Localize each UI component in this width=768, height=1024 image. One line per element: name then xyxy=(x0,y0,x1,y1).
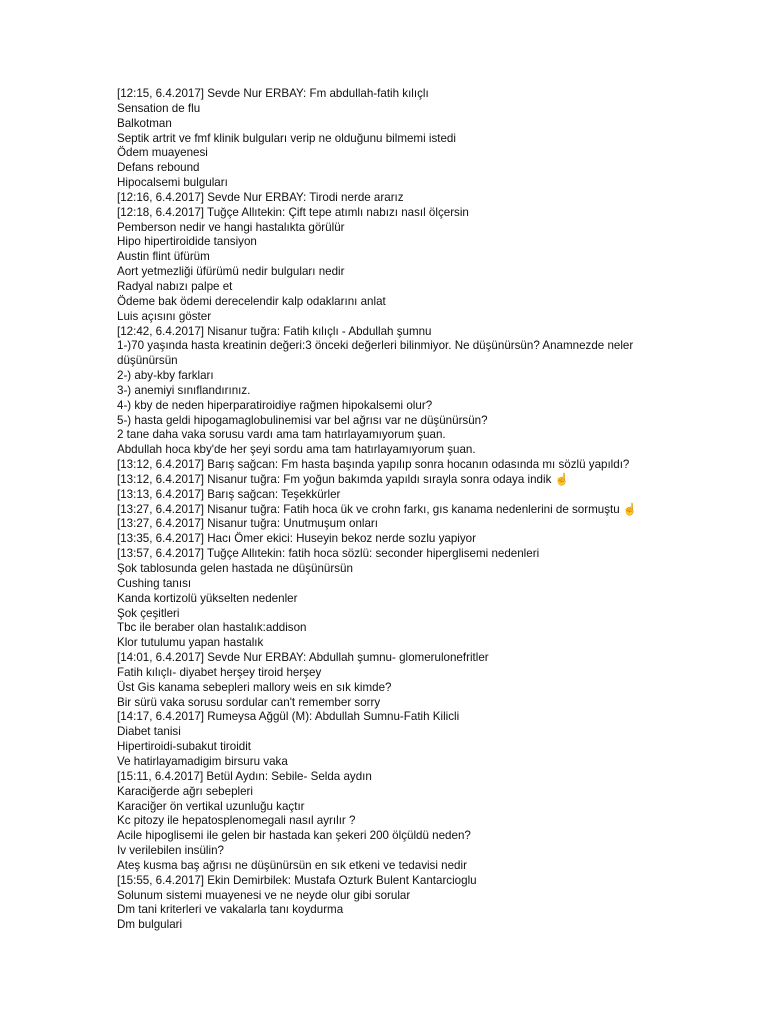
text-line: Ödem muayenesi xyxy=(117,146,208,160)
text-line: [12:16, 6.4.2017] Sevde Nur ERBAY: Tirodi nerde ararız xyxy=(117,190,404,204)
text-line: [13:12, 6.4.2017] Barış sağcan: Fm hasta başında yapılıp sonra hocanın odasında mı sözlü yapıldı? xyxy=(117,458,630,472)
text-line: Septik artrit ve fmf klinik bulguları verip ne olduğunu bilmemi istedi xyxy=(117,131,456,145)
text-line: [14:01, 6.4.2017] Sevde Nur ERBAY: Abdullah şumnu- glomerulonefritler xyxy=(117,651,489,665)
text-line: [13:12, 6.4.2017] Nisanur tuğra: Fm yoğun bakımda yapıldı sırayla sonra odaya indik ☝ xyxy=(117,472,570,486)
text-line: Bir sürü vaka sorusu sordular can't remember sorry xyxy=(117,695,381,709)
text-line: Austin flint üfürüm xyxy=(117,250,210,264)
text-line: [13:13, 6.4.2017] Barış sağcan: Teşekkürler xyxy=(117,487,341,501)
text-line: Abdullah hoca kby'de her şeyi sordu ama tam hatırlayamıyorum şuan. xyxy=(117,443,476,457)
text-line: [15:55, 6.4.2017] Ekin Demirbilek: Mustafa Ozturk Bulent Kantarcioglu xyxy=(117,873,477,887)
text-line: Ödeme bak ödemi derecelendir kalp odaklarını anlat xyxy=(117,294,386,308)
text-line: Fatih kılıçlı- diyabet herşey tiroid herşey xyxy=(117,665,322,679)
text-line: 4-) kby de neden hiperparatiroidiye rağmen hipokalsemi olur? xyxy=(117,398,433,412)
text-line: Defans rebound xyxy=(117,161,200,175)
text-line: Luis açısını göster xyxy=(117,309,212,323)
text-line: Tbc ile beraber olan hastalık:addison xyxy=(117,621,307,635)
text-line: Ateş kusma baş ağrısı ne düşünürsün en sık etkeni ve tedavisi nedir xyxy=(117,858,467,872)
text-line: Balkotman xyxy=(117,116,172,130)
text-line: [13:35, 6.4.2017] Hacı Ömer ekici: Huseyin bekoz nerde sozlu yapiyor xyxy=(117,532,476,546)
document-page xyxy=(117,87,757,933)
text-line: [13:27, 6.4.2017] Nisanur tuğra: Fatih hoca ük ve crohn farkı, gıs kanama nedenlerini de sormuştu ☝ xyxy=(117,502,638,516)
text-line: 2 tane daha vaka sorusu vardı ama tam hatırlayamıyorum şuan. xyxy=(117,428,446,442)
text-line: Karaciğer ön vertikal uzunluğu kaçtır xyxy=(117,799,305,813)
text-line: Şok çeşitleri xyxy=(117,606,180,620)
text-line: Cushing tanısı xyxy=(117,576,192,590)
text-line: Kanda kortizolü yükselten nedenler xyxy=(117,591,298,605)
text-line: [13:57, 6.4.2017] Tuğçe Allıtekin: fatih hoca sözlü: seconder hiperglisemi nedenleri xyxy=(117,547,540,561)
text-line: Acile hipoglisemi ile gelen bir hastada kan şekeri 200 ölçüldü neden? xyxy=(117,829,471,843)
text-line: [14:17, 6.4.2017] Rumeysa Ağgül (M): Abdullah Sumnu-Fatih Kilicli xyxy=(117,710,460,724)
text-line: [12:18, 6.4.2017] Tuğçe Allıtekin: Çift tepe atımlı nabızı nasıl ölçersin xyxy=(117,205,469,219)
text-line: 2-) aby-kby farkları xyxy=(117,369,214,383)
text-line: Klor tutulumu yapan hastalık xyxy=(117,636,264,650)
text-line: 5-) hasta geldi hipogamaglobulinemisi var bel ağrısı var ne düşünürsün? xyxy=(117,413,488,427)
text-line: Karaciğerde ağrı sebepleri xyxy=(117,784,253,798)
text-line: düşünürsün xyxy=(117,354,178,368)
text-line: Ve hatirlayamadigim birsuru vaka xyxy=(117,754,288,768)
text-line: [12:42, 6.4.2017] Nisanur tuğra: Fatih kılıçlı - Abdullah şumnu xyxy=(117,324,432,338)
text-line: Dm bulgulari xyxy=(117,918,183,932)
text-line: [15:11, 6.4.2017] Betül Aydın: Sebile- Selda aydın xyxy=(117,769,372,783)
text-line: [13:27, 6.4.2017] Nisanur tuğra: Unutmuşum onları xyxy=(117,517,379,531)
text-line: 3-) anemiyi sınıflandırınız. xyxy=(117,383,251,397)
text-line: Sensation de flu xyxy=(117,101,201,115)
text-line: Iv verilebilen insülin? xyxy=(117,844,224,858)
text-line: Aort yetmezliği üfürümü nedir bulguları nedir xyxy=(117,265,345,279)
text-line: Üst Gis kanama sebepleri mallory weis en sık kimde? xyxy=(117,680,392,694)
text-line: Solunum sistemi muayenesi ve ne neyde olur gibi sorular xyxy=(117,888,411,902)
text-line: 1-)70 yaşında hasta kreatinin değeri:3 önceki değerleri bilinmiyor. Ne düşünürsün? Anamnezde neler xyxy=(117,339,634,353)
text-line: Hipocalsemi bulguları xyxy=(117,176,228,190)
text-line: Radyal nabızı palpe et xyxy=(117,279,233,293)
text-line: Diabet tanisi xyxy=(117,725,181,739)
text-line: Hipertiroidi-subakut tiroidit xyxy=(117,740,252,754)
text-line: Dm tani kriterleri ve vakalarla tanı koydurma xyxy=(117,903,344,917)
text-line: Pemberson nedir ve hangi hastalıkta görülür xyxy=(117,220,345,234)
text-line: Kc pitozy ile hepatosplenomegali nasıl ayrılır ? xyxy=(117,814,356,828)
text-line: Hipo hipertiroidide tansiyon xyxy=(117,235,257,249)
text-line: [12:15, 6.4.2017] Sevde Nur ERBAY: Fm abdullah-fatih kılıçlı xyxy=(117,87,429,100)
text-line: Şok tablosunda gelen hastada ne düşünürsün xyxy=(117,562,353,575)
